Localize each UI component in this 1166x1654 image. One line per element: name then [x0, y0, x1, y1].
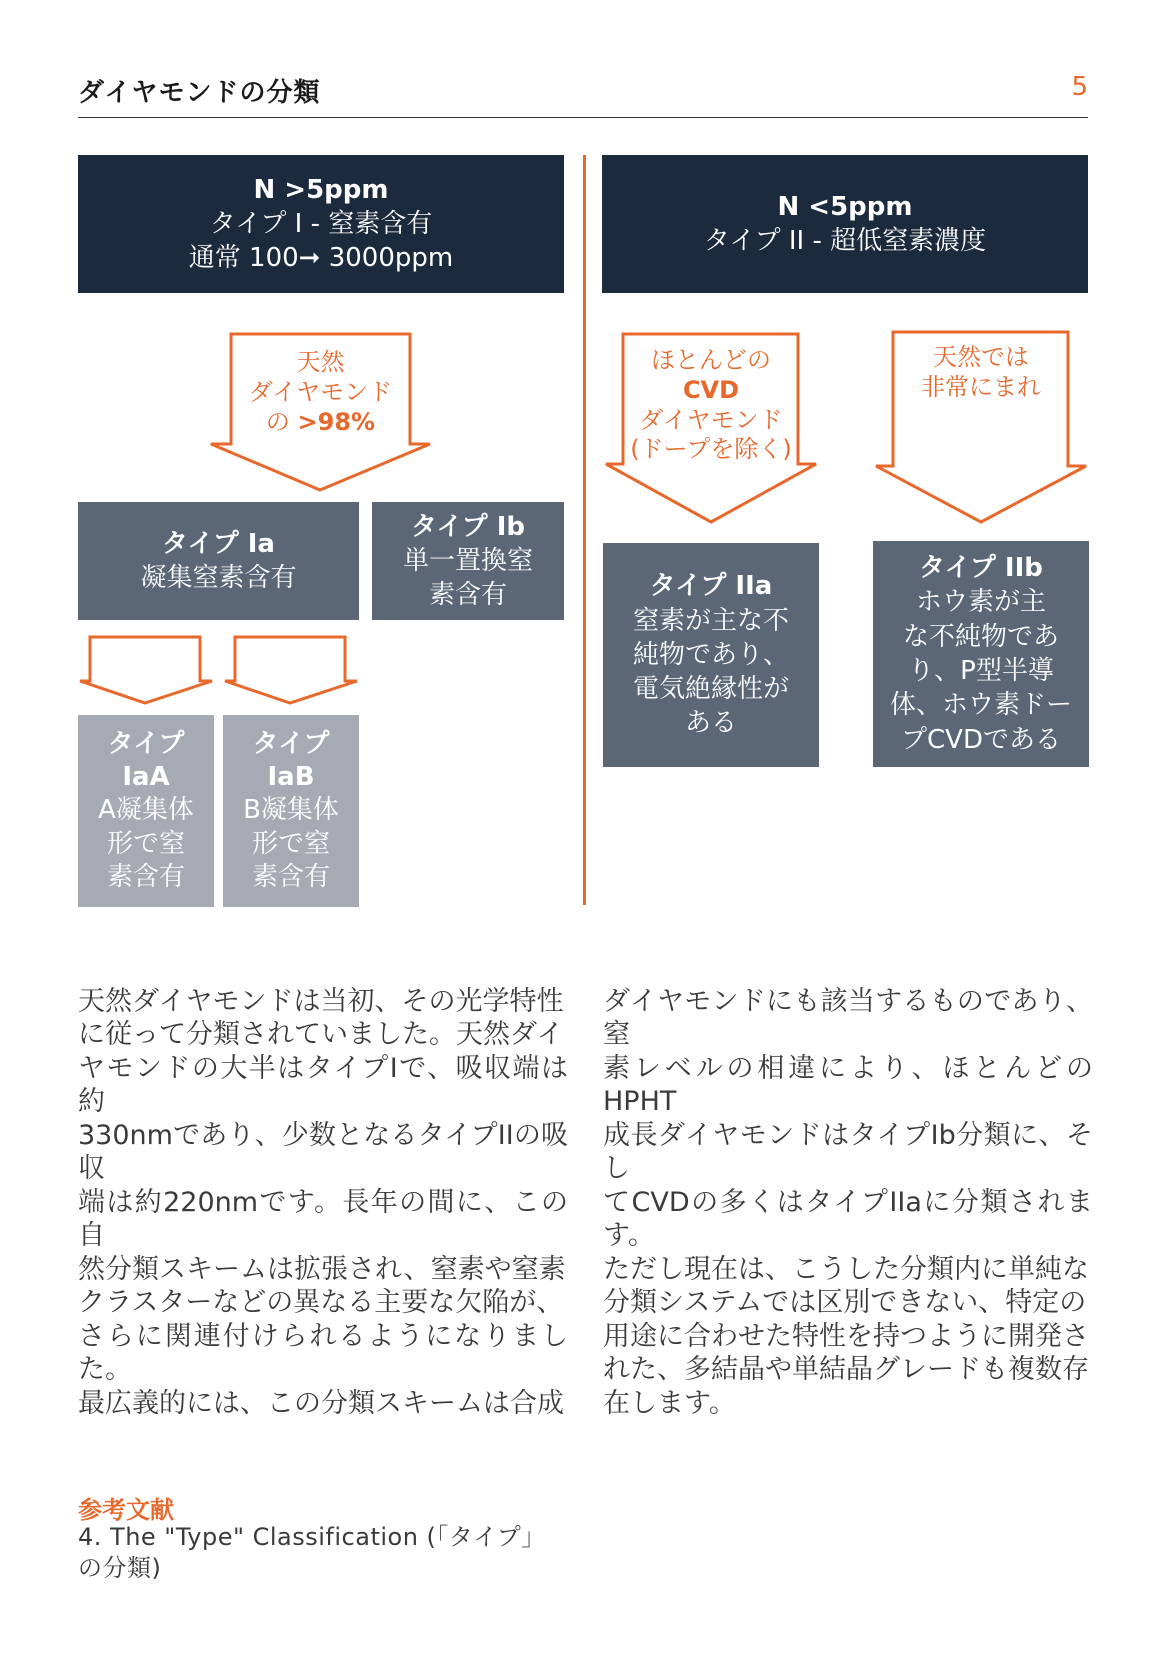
- type-ia-box: [78, 502, 359, 620]
- type-iaa-d1: A凝集体: [98, 795, 194, 826]
- body-line: 最広義的には、この分類スキームは合成: [78, 1387, 564, 1419]
- type-iab-d2: 形で窒: [251, 828, 330, 859]
- body-line: れた、多結晶や単結晶グレードも複数存: [603, 1354, 1089, 1386]
- arrow-rare: [873, 330, 1089, 524]
- diagram-divider: [583, 155, 586, 905]
- arrow-cvd-line4: (ドープを除く): [630, 435, 792, 464]
- body-line: クラスターなどの異なる主要な欠陥が、: [78, 1287, 564, 1319]
- down-arrow-icon: [223, 635, 359, 705]
- references-title: 参考文献: [78, 1496, 174, 1524]
- body-line: 成長ダイヤモンドはタイプIb分類に、そし: [603, 1119, 1093, 1185]
- arrow-rare-line1: 天然では: [933, 343, 1029, 371]
- reference-item: 4. The "Type" Classification (「タイプ」の分類): [78, 1523, 546, 1583]
- body-line: さらに関連付けられるようになりました。: [78, 1320, 568, 1386]
- body-left-column: [78, 985, 568, 1420]
- type-iib-box: [873, 541, 1089, 767]
- arrow-natural-prefix: の: [265, 408, 298, 436]
- type2-heading: N <5ppm: [777, 191, 913, 222]
- body-line: ダイヤモンドにも該当するものであり、窒: [603, 986, 1093, 1051]
- body-line: ヤモンドの大半はタイプIで、吸収端は約: [78, 1052, 568, 1118]
- page-title: ダイヤモンドの分類: [78, 78, 321, 108]
- type-iia-heading: タイプ IIa: [649, 571, 773, 602]
- body-line: 用途に合わせた特性を持つように開発さ: [603, 1320, 1089, 1352]
- type-iib-d4: 体、ホウ素ドー: [889, 690, 1072, 721]
- type-iia-d2: 純物であり、: [632, 639, 789, 670]
- arrow-natural: [208, 332, 433, 492]
- arrow-cvd-line1: ほとんどの: [651, 346, 771, 374]
- header-divider: [78, 117, 1088, 118]
- type-iib-d2: な不純物であ: [902, 621, 1059, 652]
- type-iib-heading: タイプ IIb: [919, 553, 1043, 584]
- arrow-cvd-line2: CVD: [682, 375, 740, 404]
- down-arrow-icon: [78, 635, 214, 705]
- type-iia-d4: ある: [684, 708, 737, 739]
- type-ib-heading: タイプ Ib: [410, 511, 526, 542]
- type-iab-heading2: IaB: [267, 762, 315, 793]
- arrow-cvd: [603, 332, 819, 524]
- body-right-column: [603, 985, 1093, 1420]
- type-ia-heading: タイプ Ia: [162, 528, 275, 559]
- type-iia-box: [603, 543, 819, 767]
- type-ib-desc1: 単一置換窒: [402, 545, 533, 576]
- body-line: に従って分類されていました。天然ダイ: [78, 1019, 564, 1051]
- type2-box: [602, 155, 1088, 293]
- arrow-iaa: [78, 635, 214, 705]
- type-iaa-d2: 形で窒: [106, 828, 185, 859]
- arrow-natural-line2: ダイヤモンド: [248, 378, 393, 406]
- type-iaa-d3: 素含有: [106, 861, 185, 892]
- type-ib-box: [372, 502, 564, 620]
- type1-heading: N >5ppm: [253, 174, 389, 205]
- type1-line1: タイプ I - 窒素含有: [209, 208, 433, 239]
- type-iib-d3: り、P型半導: [908, 656, 1054, 686]
- type-iib-d5: プCVDである: [901, 724, 1061, 755]
- type-iia-d1: 窒素が主な不: [632, 605, 789, 636]
- body-line: 在します。: [603, 1387, 736, 1419]
- body-line: 分類システムでは区別できない、特定の: [603, 1287, 1087, 1319]
- type-iaa-heading1: タイプ: [107, 728, 185, 759]
- type-iib-d1: ホウ素が主: [915, 587, 1046, 618]
- type-ib-desc2: 素含有: [428, 580, 507, 611]
- type1-line2: 通常 100➞ 3000ppm: [188, 243, 454, 274]
- arrow-iab: [223, 635, 359, 705]
- body-line: 端は約220nmです。長年の間に、この自: [78, 1186, 568, 1252]
- type2-line1: タイプ II - 超低窒素濃度: [703, 226, 987, 256]
- arrow-natural-line1: 天然: [296, 348, 345, 376]
- arrow-cvd-line3: ダイヤモンド: [639, 405, 783, 434]
- body-line: 然分類スキームは拡張され、窒素や窒素: [78, 1253, 566, 1285]
- body-line: てCVDの多くはタイプIIaに分類されます。: [603, 1186, 1093, 1252]
- type-iab-heading1: タイプ: [252, 728, 330, 759]
- type-iaa-box: [78, 715, 214, 907]
- body-line: 素レベルの相違により、ほとんどのHPHT: [603, 1052, 1093, 1118]
- arrow-natural-percent: >98%: [297, 408, 376, 436]
- type-iia-d3: 電気絶縁性が: [632, 674, 789, 705]
- type-iab-d3: 素含有: [251, 861, 330, 892]
- body-line: 天然ダイヤモンドは当初、その光学特性: [78, 986, 564, 1017]
- body-line: 330nmであり、少数となるタイプIIの吸収: [78, 1119, 568, 1185]
- type-iab-box: [223, 715, 359, 907]
- type1-box: [78, 155, 564, 293]
- type-iab-d1: B凝集体: [243, 795, 339, 826]
- type-ia-desc: 凝集窒素含有: [140, 563, 297, 593]
- page-number: 5: [1071, 72, 1088, 102]
- body-line: ただし現在は、こうした分類内に単純な: [603, 1253, 1089, 1285]
- arrow-rare-line2: 非常にまれ: [921, 373, 1041, 401]
- type-iaa-heading2: IaA: [122, 762, 170, 793]
